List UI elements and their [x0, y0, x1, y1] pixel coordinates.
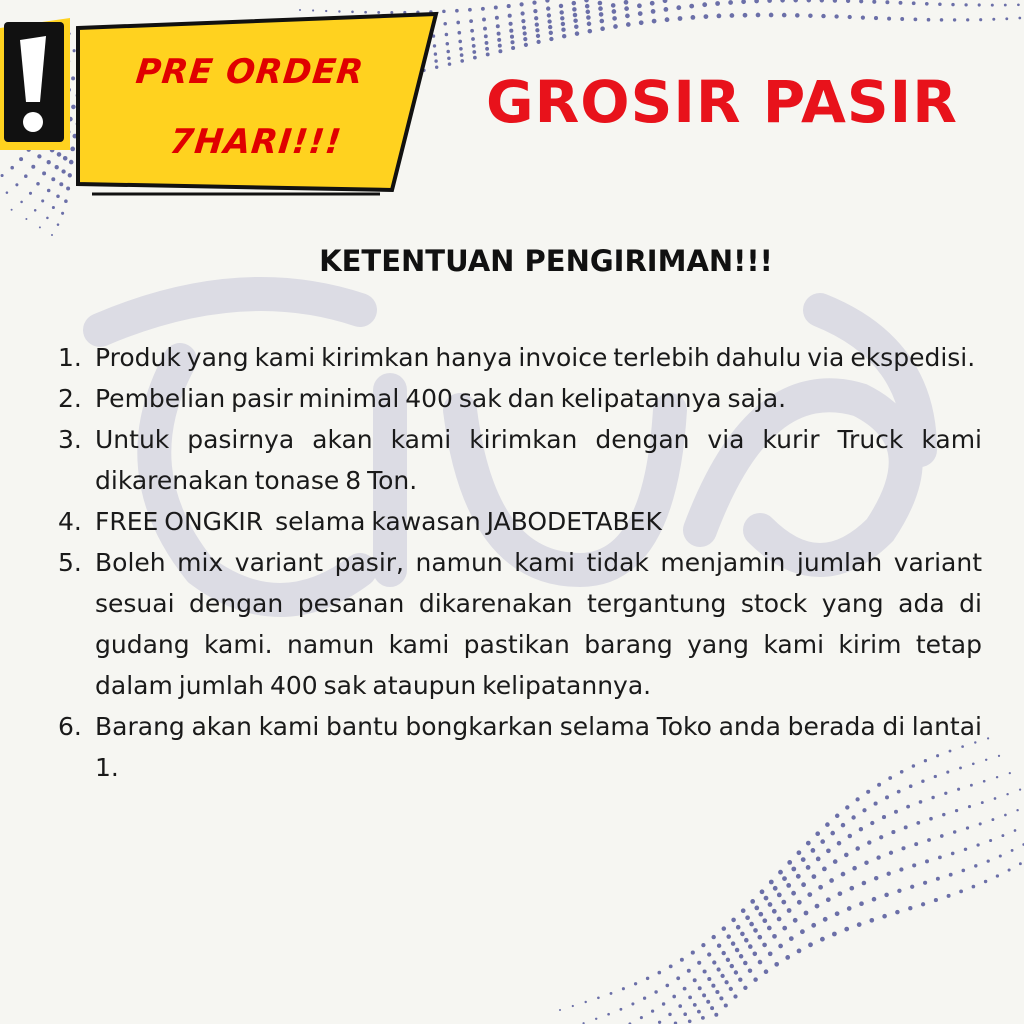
- list-item: [58, 378, 982, 419]
- list-item-number: 5.: [58, 548, 82, 577]
- list-item-text: Produk yang kami kirimkan hanya invoice terlebih dahulu via ekspedisi.: [95, 343, 976, 372]
- pre-order-banner: [0, 0, 440, 200]
- banner-line-1: PRE ORDER: [133, 52, 366, 92]
- list-item-number: 3.: [58, 425, 82, 454]
- list-item-number: 4.: [58, 507, 82, 536]
- list-item-text: FREE ONGKIR selama kawasan JABODETABEK: [95, 507, 662, 536]
- list-item-number: 1.: [58, 343, 82, 372]
- section-title: KETENTUAN PENGIRIMAN!!!: [319, 244, 773, 278]
- exclamation-icon: [4, 22, 64, 142]
- list-item: [58, 706, 982, 788]
- list-item: [58, 542, 982, 706]
- list-item-text: Barang akan kami bantu bongkarkan selama Toko anda berada di lantai 1.: [95, 712, 982, 782]
- list-item: [58, 337, 982, 378]
- list-item-text: Pembelian pasir minimal 400 sak dan kelipatannya saja.: [95, 384, 787, 413]
- list-item-text: Boleh mix variant pasir, namun kami tidak menjamin jumlah variant sesuai dengan pesanan dikarenakan tergantung stock yang ada di gudang kami. namun kami pastikan barang yang kami kirim tetap dalam jumlah 400 sak ataupun kelipatannya.: [95, 548, 982, 700]
- banner-shape: [0, 0, 440, 200]
- list-item-text: Untuk pasirnya akan kami kirimkan dengan via kurir Truck kami dikarenakan tonase 8 Ton.: [95, 425, 982, 495]
- rules-list: [58, 337, 982, 788]
- list-item-number: 6.: [58, 712, 82, 741]
- list-item-number: 2.: [58, 384, 82, 413]
- list-item: [58, 501, 982, 542]
- banner-line-2: 7HARI!!!: [167, 122, 344, 162]
- page-title: GROSIR PASIR: [486, 68, 958, 136]
- list-item: [58, 419, 982, 501]
